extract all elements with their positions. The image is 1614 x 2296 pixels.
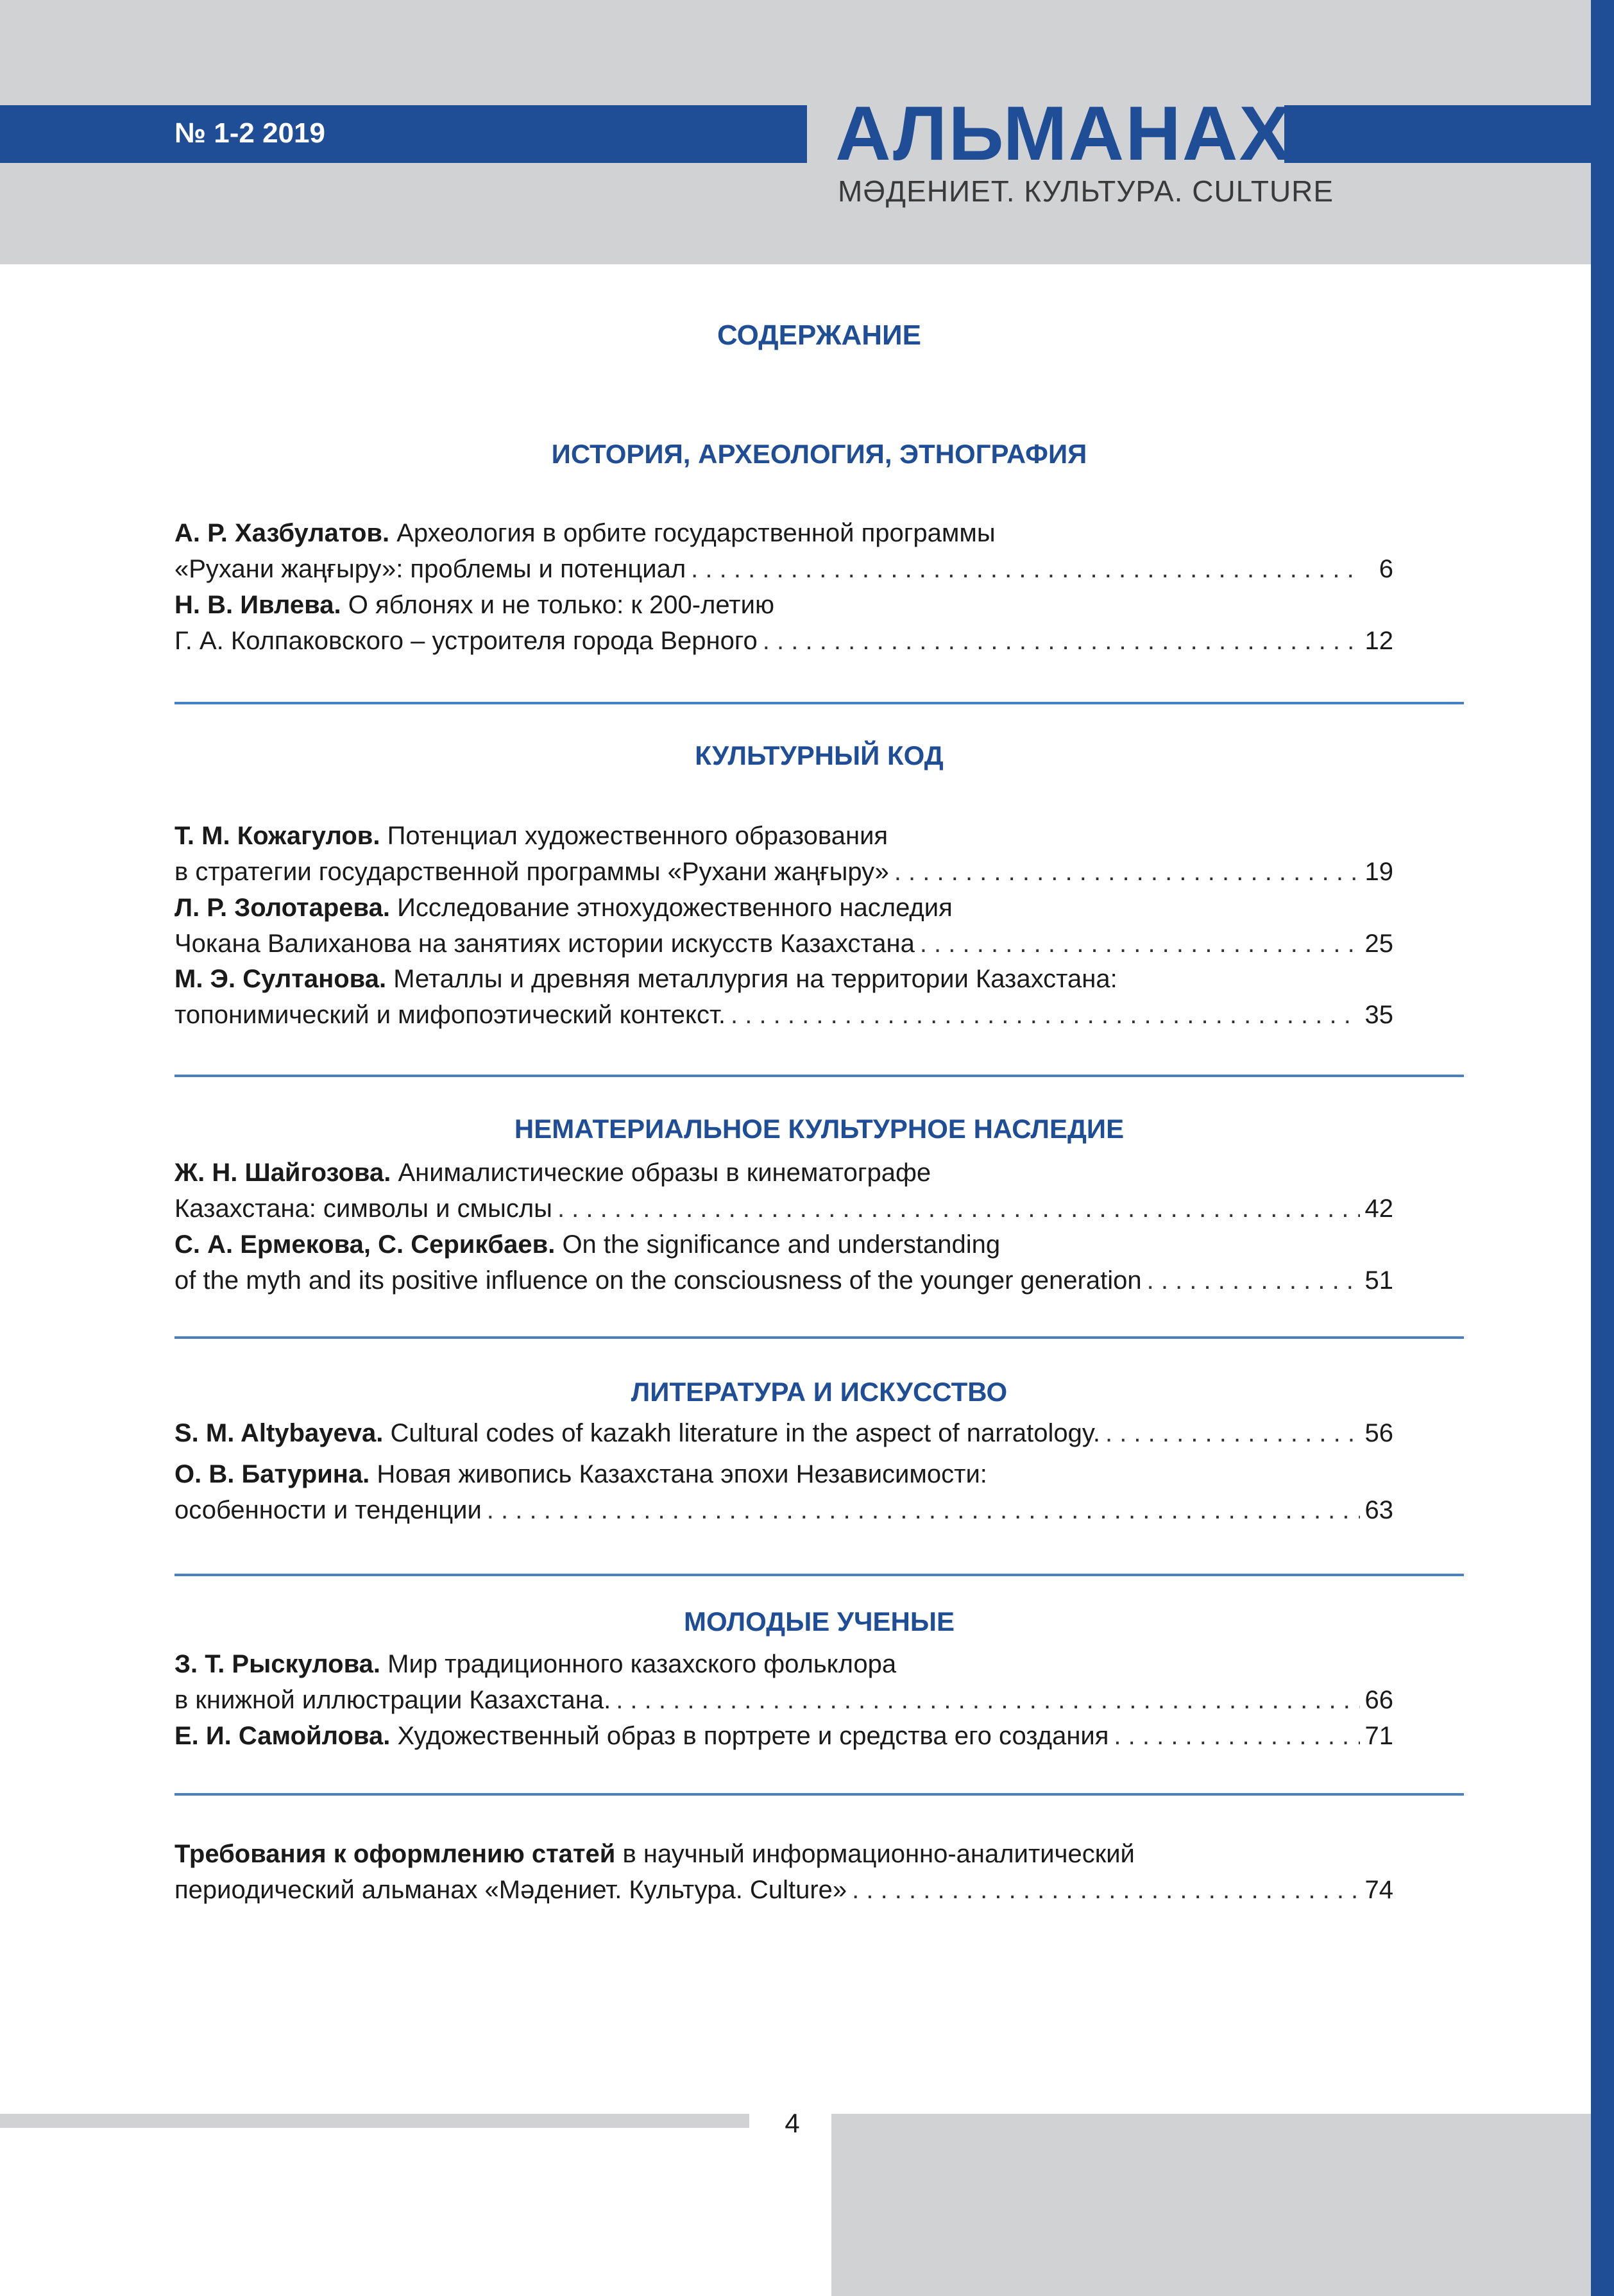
entry-title-line2: в стратегии государственной программы «Рухани жаңғыру» [174, 858, 889, 886]
toc-title: СОДЕРЖАНИЕ [717, 319, 922, 351]
entry-author: Ж. Н. Шайгозова. [174, 1159, 391, 1187]
entry-title-line2: топонимический и мифопоэтический контекст. [174, 1001, 726, 1029]
entry-title: Cultural codes of kazakh literature in the aspect of narratology. [390, 1419, 1100, 1447]
entry-title-line1: Археология в орбите государственной программы [396, 519, 996, 547]
entry-title-line1: Металлы и древняя металлургия на территории Казахстана: [393, 965, 1117, 993]
entry-title-line2: Чокана Валиханова на занятиях истории искусств Казахстана [174, 930, 915, 958]
toc-entry[interactable] [174, 1155, 1393, 1227]
entry-page: 42 [1364, 1195, 1393, 1223]
section-title-intangible-heritage: НЕМАТЕРИАЛЬНОЕ КУЛЬТУРНОЕ НАСЛЕДИЕ [514, 1114, 1125, 1144]
entry-title-line2: Г. А. Колпаковского – устроителя города Верного [174, 627, 758, 655]
entry-page: 12 [1364, 627, 1393, 655]
toc-entry[interactable] [174, 1718, 1393, 1754]
entry-author: Н. В. Ивлева. [174, 591, 341, 619]
dot-leader [894, 854, 1360, 890]
section-title-cultural-code: КУЛЬТУРНЫЙ КОД [695, 740, 944, 770]
entry-author: Л. Р. Золотарева. [174, 894, 390, 922]
entry-page: 25 [1364, 930, 1393, 958]
toc-entry[interactable] [174, 818, 1393, 890]
entry-title-line2: в книжной иллюстрации Казахстана. [174, 1686, 611, 1714]
brand-subtitle: МӘДЕНИЕТ. КУЛЬТУРА. CULTURE [838, 174, 1334, 208]
entry-author: А. Р. Хазбулатов. [174, 519, 390, 547]
entry-author: С. А. Ермекова, С. Серикбаев. [174, 1230, 556, 1259]
toc-entry[interactable] [174, 1227, 1393, 1298]
dot-leader [616, 1682, 1359, 1718]
entry-page: 66 [1364, 1686, 1393, 1714]
dot-leader [487, 1492, 1360, 1528]
section-divider [174, 1574, 1464, 1576]
entry-author: М. Э. Султанова. [174, 965, 387, 993]
entry-title-line1: On the significance and understanding [562, 1230, 1001, 1259]
section-title-literature-art: ЛИТЕРАТУРА И ИСКУССТВО [631, 1377, 1008, 1407]
section-divider [174, 1075, 1464, 1077]
entry-author: О. В. Батурина. [174, 1460, 370, 1488]
section-title-history: ИСТОРИЯ, АРХЕОЛОГИЯ, ЭТНОГРАФИЯ [551, 439, 1087, 469]
entry-page: 6 [1379, 555, 1393, 583]
entry-page: 71 [1364, 1722, 1393, 1750]
entry-author: Т. М. Кожагулов. [174, 822, 380, 850]
dot-leader [763, 623, 1360, 659]
dot-leader [852, 1872, 1359, 1908]
entry-title-line2: периодический альманах «Мәдениет. Культура. Culture» [174, 1876, 847, 1904]
page-number: 4 [785, 2108, 800, 2138]
dot-leader [731, 997, 1360, 1033]
footer-bar-left [0, 2114, 749, 2128]
toc-entry[interactable] [174, 515, 1393, 587]
header-bar-left [0, 105, 807, 163]
brand-title: АЛЬМАНАХ [835, 90, 1292, 176]
entry-title-line1: в научный информационно-аналитический [622, 1840, 1135, 1868]
entry-title-line1: Новая живопись Казахстана эпохи Независимости: [377, 1460, 987, 1488]
toc-entry[interactable] [174, 1646, 1393, 1718]
entry-title-line2: «Рухани жаңғыру»: проблемы и потенциал [174, 555, 686, 583]
toc-entry[interactable] [174, 890, 1393, 962]
entry-title-line2: of the myth and its positive influence on the consciousness of the younger generation [174, 1266, 1142, 1295]
entry-page: 35 [1364, 1001, 1393, 1029]
entry-page: 56 [1364, 1419, 1393, 1447]
entry-title: Художественный образ в портрете и средства его создания [397, 1722, 1109, 1750]
entry-title-line1: О яблонях и не только: к 200-летию [348, 591, 774, 619]
toc-entry-requirements[interactable] [174, 1836, 1393, 1908]
toc-entry[interactable] [174, 587, 1393, 659]
dot-leader [1114, 1718, 1359, 1754]
issue-number: № 1-2 2019 [174, 117, 325, 149]
dot-leader [557, 1191, 1360, 1227]
entry-page: 74 [1364, 1876, 1393, 1904]
entry-title-line2: особенности и тенденции [174, 1496, 482, 1524]
entry-page: 51 [1364, 1266, 1393, 1295]
entry-title-line1: Анималистические образы в кинематографе [398, 1159, 931, 1187]
entry-author: Е. И. Самойлова. [174, 1722, 391, 1750]
dot-leader [1105, 1415, 1360, 1451]
entry-title-line2: Казахстана: символы и смыслы [174, 1195, 552, 1223]
entry-page: 63 [1364, 1496, 1393, 1524]
entry-title-line1: Исследование этнохудожественного наследия [397, 894, 953, 922]
header-bar-right [1284, 105, 1591, 163]
entry-author: S. M. Altybayeva. [174, 1419, 384, 1447]
dot-leader [920, 926, 1360, 962]
toc-entry[interactable] [174, 961, 1393, 1033]
section-divider [174, 702, 1464, 704]
toc-entry[interactable] [174, 1415, 1393, 1451]
section-divider [174, 1336, 1464, 1339]
dot-leader [1147, 1263, 1360, 1298]
dot-leader [691, 551, 1363, 587]
section-title-young-scientists: МОЛОДЫЕ УЧЕНЫЕ [683, 1606, 955, 1637]
footer-block-right [831, 2114, 1591, 2296]
entry-author: З. Т. Рыскулова. [174, 1650, 380, 1678]
section-divider [174, 1793, 1464, 1796]
entry-page: 19 [1364, 858, 1393, 886]
entry-author: Требования к оформлению статей [174, 1840, 616, 1868]
right-accent-stripe [1591, 0, 1614, 2296]
toc-entry[interactable] [174, 1456, 1393, 1528]
entry-title-line1: Мир традиционного казахского фольклора [387, 1650, 897, 1678]
entry-title-line1: Потенциал художественного образования [387, 822, 888, 850]
